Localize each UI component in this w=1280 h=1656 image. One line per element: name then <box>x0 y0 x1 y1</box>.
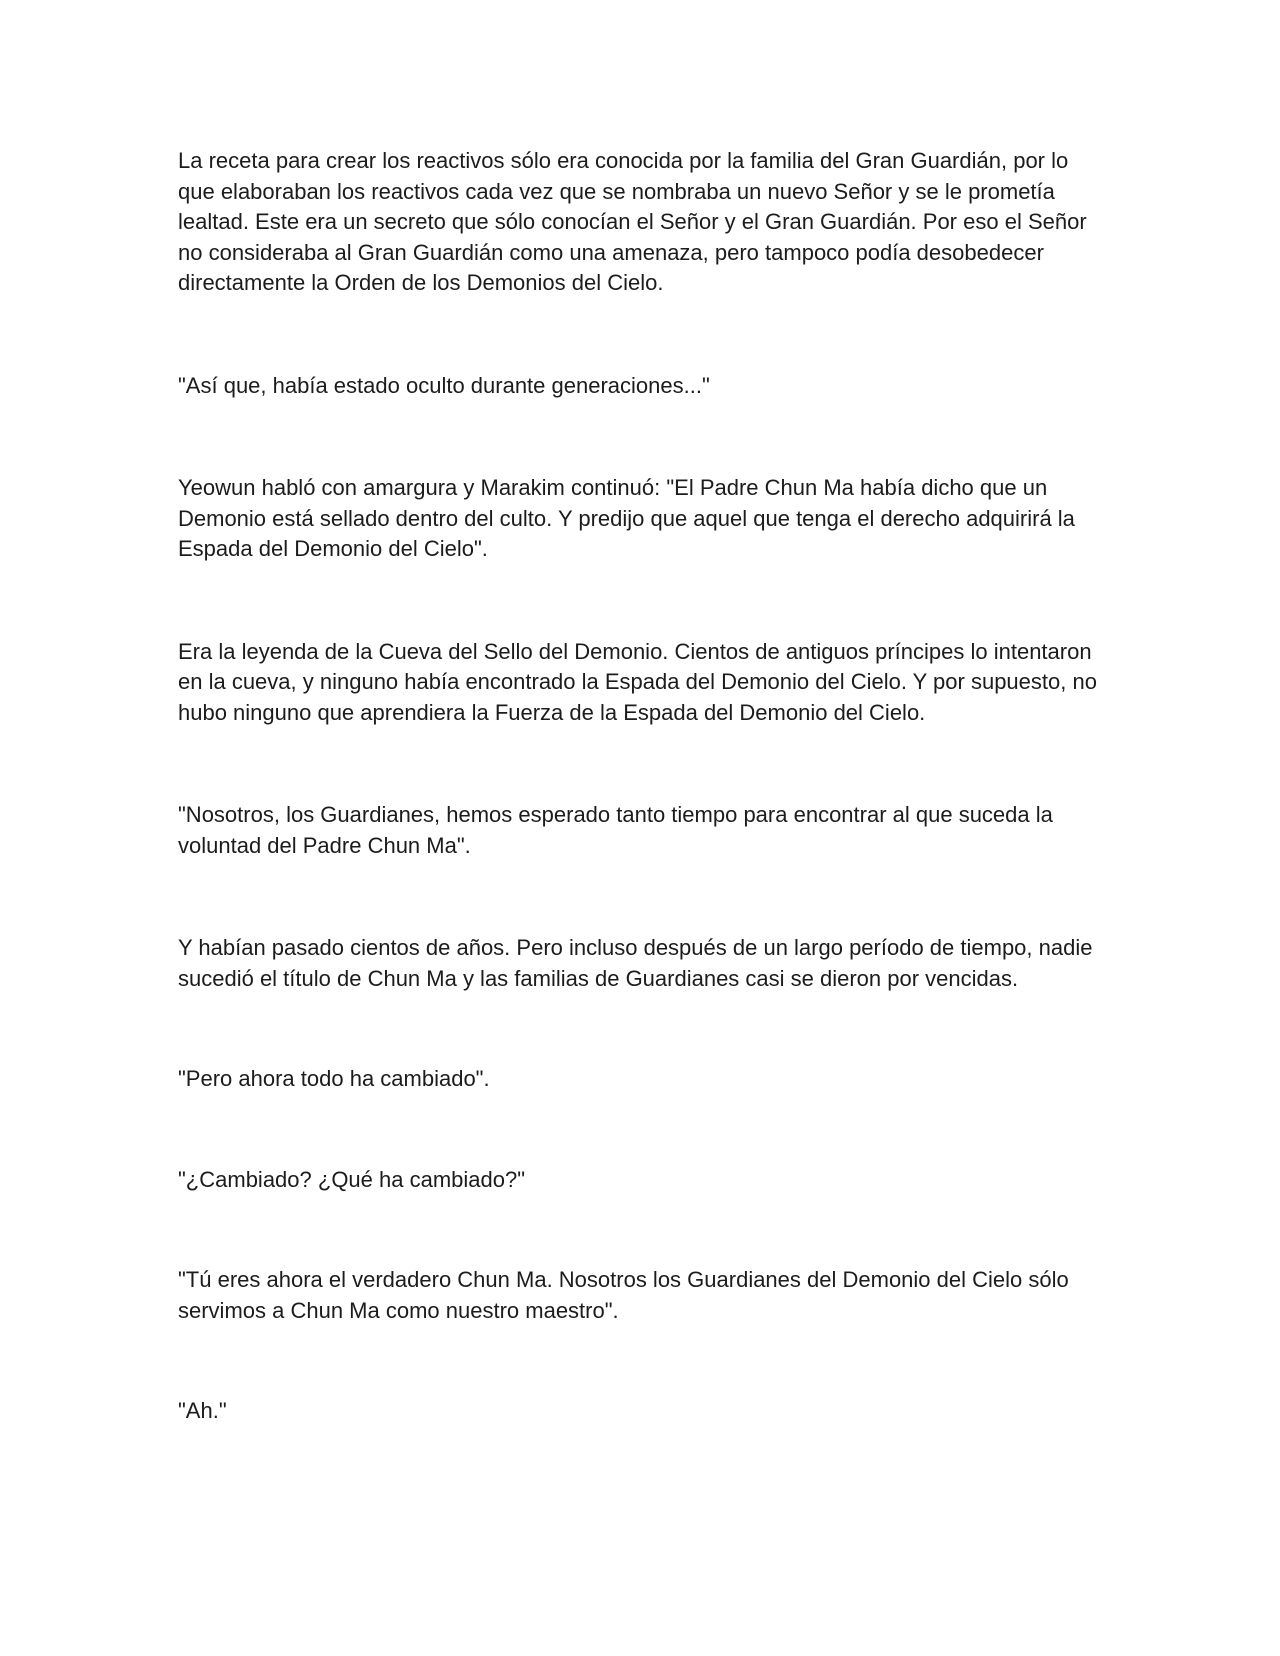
paragraph: "Así que, había estado oculto durante generaciones..." <box>178 372 710 398</box>
paragraph: "Pero ahora todo ha cambiado". <box>178 1066 490 1091</box>
paragraph: Y habían pasado cientos de años. Pero incluso después de un largo período de tiempo, nadie sucedió el título de Chun Ma y las familias de Guardianes casi se dieron por vencidas. <box>178 935 1093 991</box>
paragraph: "¿Cambiado? ¿Qué ha cambiado?" <box>178 1166 526 1192</box>
document-body <box>178 146 1108 1427</box>
paragraph: Era la leyenda de la Cueva del Sello del Demonio. Cientos de antiguos príncipes lo intentaron en la cueva, y ninguno había encontrado la Espada del Demonio del Cielo. Y por supuesto, no hubo ninguno que aprendiera la Fuerza de la Espada del Demonio del Cielo. <box>178 638 1097 725</box>
paragraph: La receta para crear los reactivos sólo era conocida por la familia del Gran Guardián, por lo que elaboraban los reactivos cada vez que se nombraba un nuevo Señor y se le prometía lealtad. Este era un secreto que sólo conocían el Señor y el Gran Guardián. Por eso el Señor no consideraba al Gran Guardián como una amenaza, pero tampoco podía desobedecer directamente la Orden de los Demonios del Cielo. <box>178 148 1087 295</box>
paragraph: "Ah." <box>178 1398 227 1423</box>
paragraph: "Tú eres ahora el verdadero Chun Ma. Nosotros los Guardianes del Demonio del Cielo sólo servimos a Chun Ma como nuestro maestro". <box>178 1267 1069 1323</box>
paragraph: "Nosotros, los Guardianes, hemos esperado tanto tiempo para encontrar al que suceda la voluntad del Padre Chun Ma". <box>178 802 1053 858</box>
paragraph: Yeowun habló con amargura y Marakim continuó: "El Padre Chun Ma había dicho que un Demonio está sellado dentro del culto. Y predijo que aquel que tenga el derecho adquirirá la Espada del Demonio del Cielo". <box>178 475 1075 561</box>
